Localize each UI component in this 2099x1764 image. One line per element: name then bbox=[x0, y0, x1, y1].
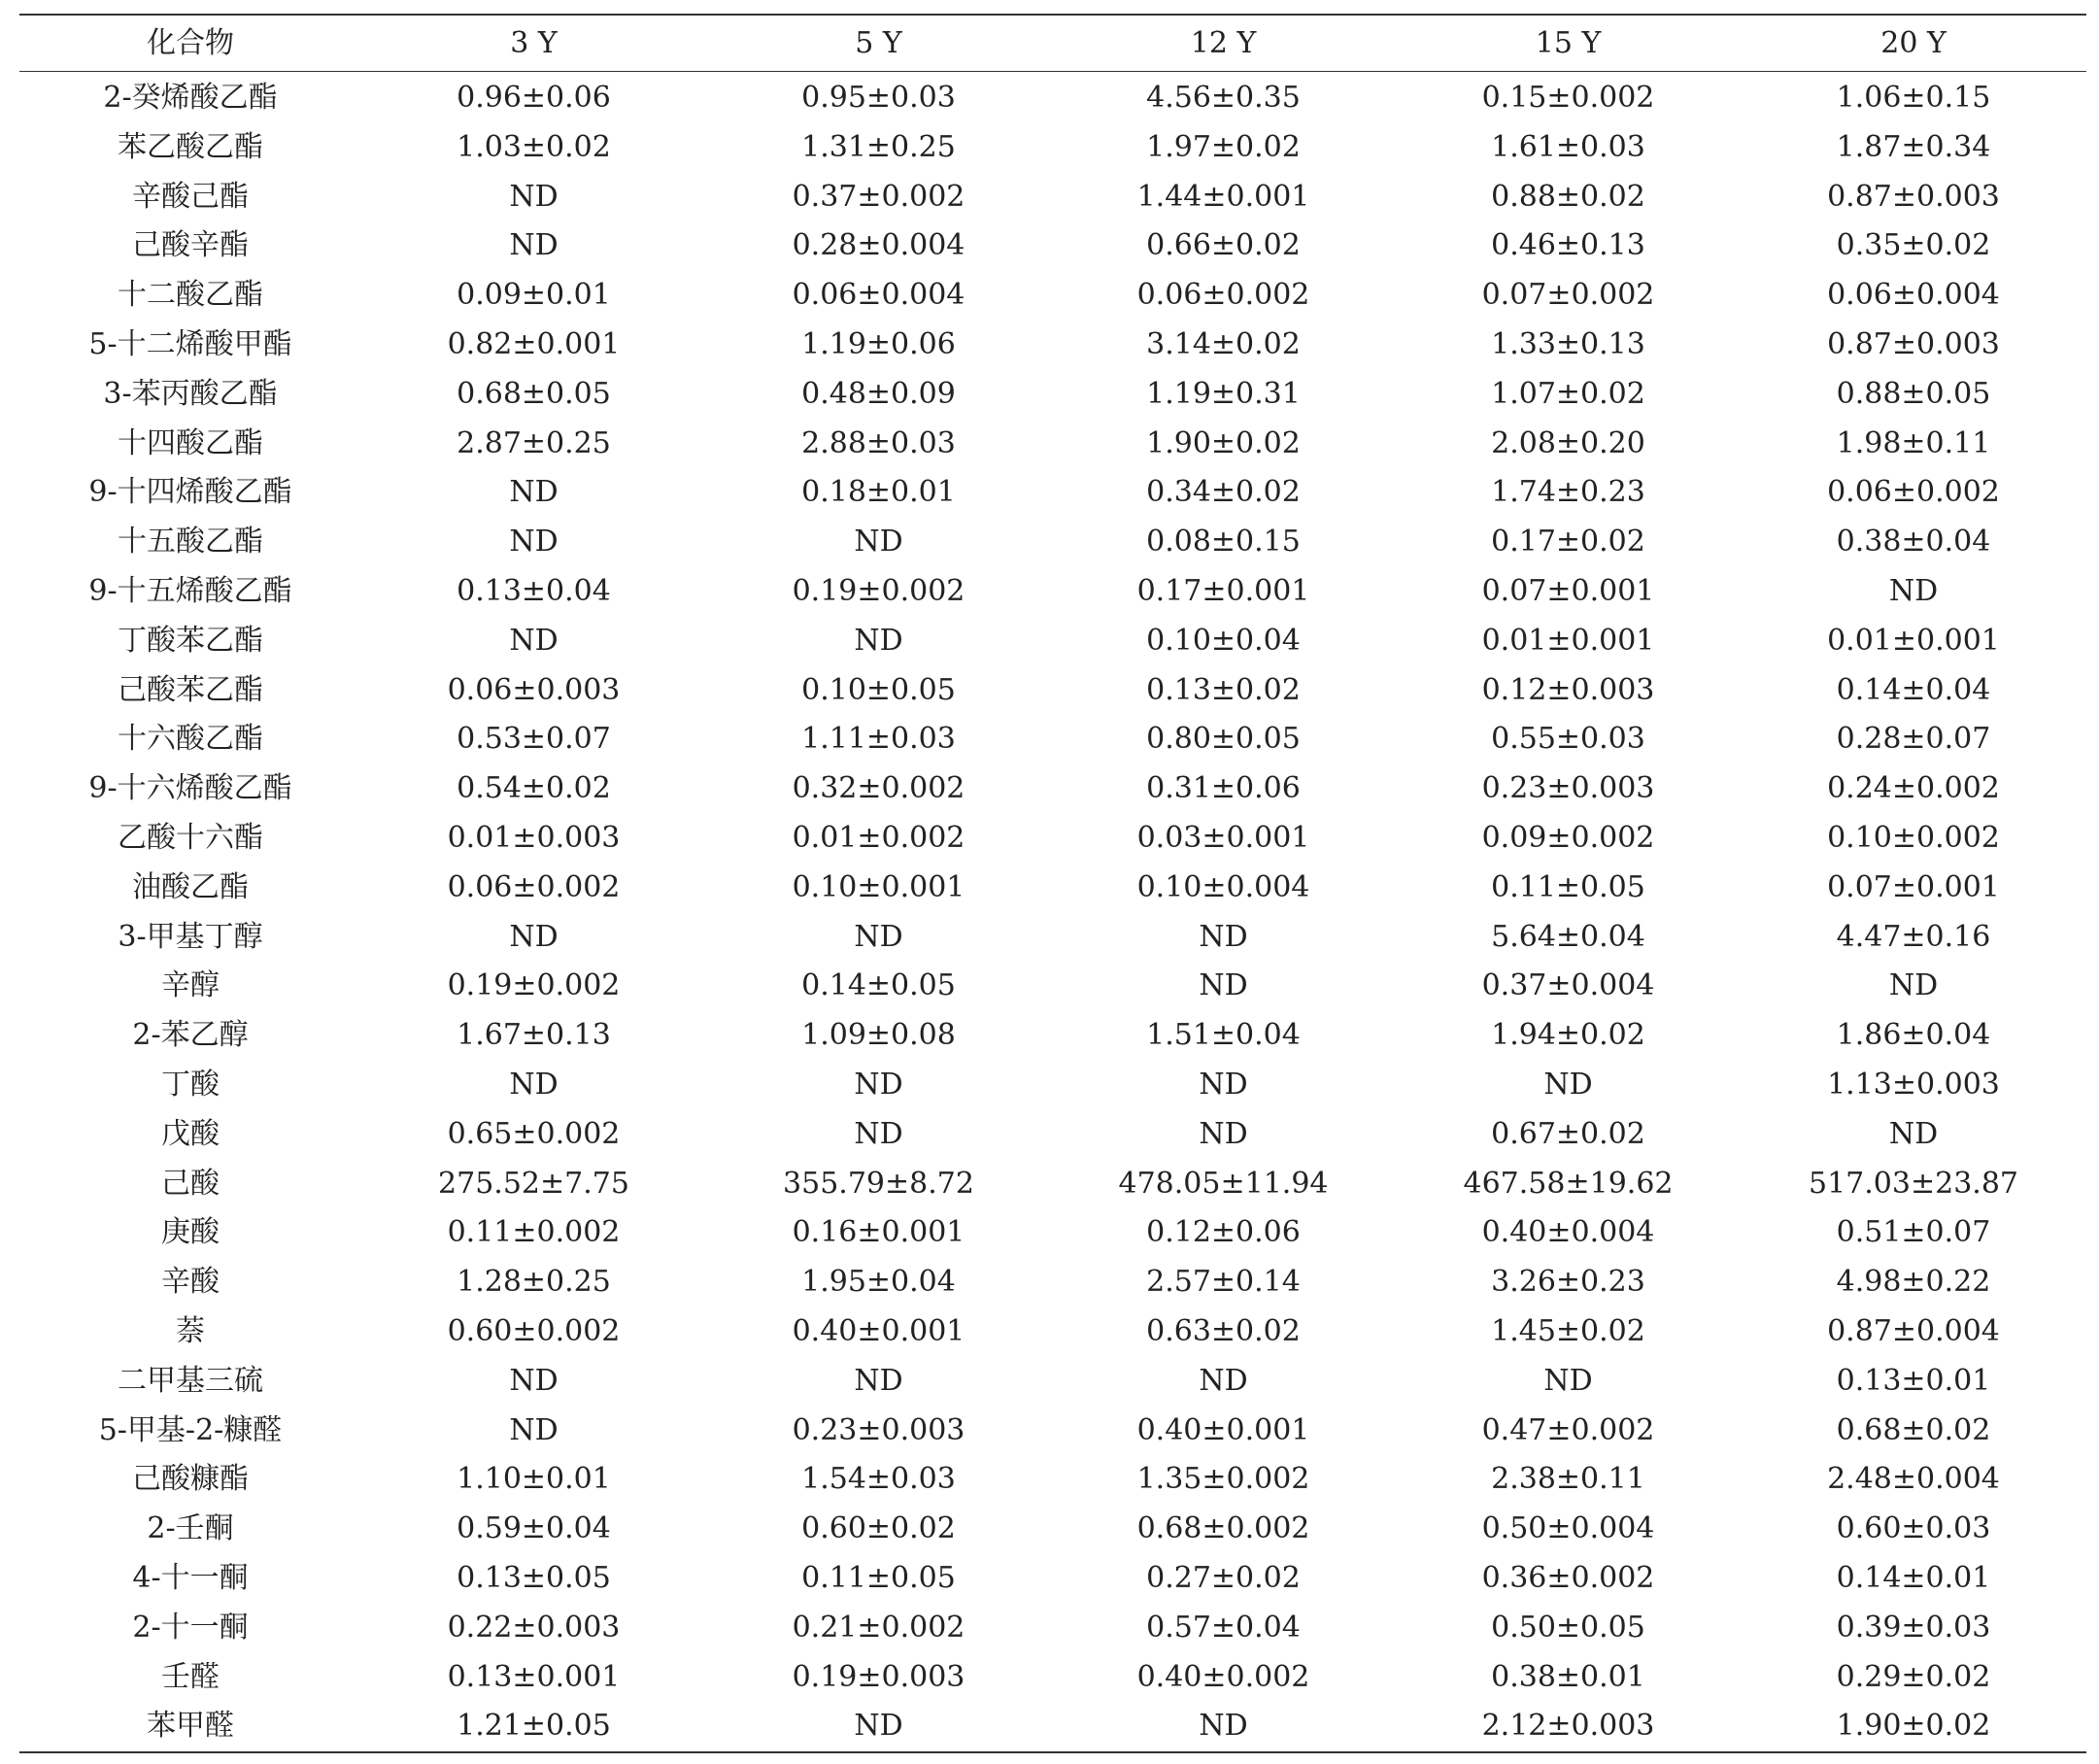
cell-12y: ND bbox=[1199, 1709, 1248, 1744]
cell-12y: 4.56±0.35 bbox=[1146, 81, 1301, 115]
cell-15y: 0.15±0.002 bbox=[1481, 81, 1655, 115]
compound-table bbox=[19, 14, 2086, 1753]
cell-compound: 辛酸己酯 bbox=[132, 179, 249, 214]
cell-12y: 3.14±0.02 bbox=[1146, 326, 1301, 361]
cell-15y: 1.94±0.02 bbox=[1491, 1018, 1645, 1053]
cell-compound: 苯乙酸乙酯 bbox=[118, 129, 263, 164]
cell-compound: 己酸辛酯 bbox=[132, 228, 249, 263]
cell-15y: 0.88±0.02 bbox=[1491, 179, 1645, 214]
cell-5y: 0.23±0.003 bbox=[792, 1412, 965, 1447]
cell-compound: 己酸苯乙酯 bbox=[118, 672, 263, 707]
cell-20y: 0.07±0.001 bbox=[1827, 869, 2000, 904]
cell-compound: 2-壬酮 bbox=[147, 1511, 234, 1546]
cell-3y: 0.11±0.002 bbox=[447, 1215, 621, 1250]
table-row bbox=[19, 1604, 2086, 1653]
cell-3y: 0.96±0.06 bbox=[457, 81, 611, 115]
cell-compound: 2-十一酮 bbox=[132, 1610, 249, 1645]
cell-20y: 0.88±0.05 bbox=[1836, 376, 1991, 411]
cell-12y: 1.35±0.002 bbox=[1136, 1462, 1310, 1497]
cell-15y: 0.50±0.05 bbox=[1491, 1610, 1645, 1645]
cell-compound: 苯甲醛 bbox=[147, 1709, 234, 1744]
cell-20y: 4.47±0.16 bbox=[1836, 919, 1991, 954]
cell-3y: 0.82±0.001 bbox=[447, 326, 621, 361]
table-row bbox=[19, 1455, 2086, 1505]
cell-5y: 0.19±0.002 bbox=[792, 573, 965, 608]
cell-15y: 0.23±0.003 bbox=[1481, 771, 1655, 806]
cell-20y: 1.90±0.02 bbox=[1836, 1709, 1991, 1744]
cell-5y: 0.28±0.004 bbox=[792, 228, 965, 263]
cell-12y: 0.34±0.02 bbox=[1146, 475, 1301, 510]
cell-15y: 1.07±0.02 bbox=[1491, 376, 1645, 411]
cell-15y: 0.38±0.01 bbox=[1491, 1659, 1645, 1694]
cell-12y: 0.06±0.002 bbox=[1136, 278, 1310, 313]
cell-20y: 0.29±0.02 bbox=[1836, 1659, 1991, 1694]
table-row bbox=[19, 1554, 2086, 1604]
header-5y: 5 Y bbox=[855, 26, 902, 60]
table-row bbox=[19, 617, 2086, 666]
cell-5y: 1.09±0.08 bbox=[801, 1018, 956, 1053]
cell-3y: 0.13±0.04 bbox=[457, 573, 611, 608]
cell-15y: 1.61±0.03 bbox=[1491, 129, 1645, 164]
cell-12y: 1.90±0.02 bbox=[1146, 425, 1301, 460]
cell-compound: 2-苯乙醇 bbox=[132, 1018, 249, 1053]
cell-20y: 0.39±0.03 bbox=[1836, 1610, 1991, 1645]
cell-15y: ND bbox=[1543, 1067, 1593, 1102]
cell-20y: 0.87±0.004 bbox=[1827, 1313, 2000, 1348]
cell-12y: 0.57±0.04 bbox=[1146, 1610, 1301, 1645]
cell-3y: ND bbox=[509, 1363, 559, 1398]
cell-15y: 0.55±0.03 bbox=[1491, 722, 1645, 757]
cell-3y: 0.68±0.05 bbox=[457, 376, 611, 411]
cell-15y: 2.08±0.20 bbox=[1491, 425, 1645, 460]
cell-5y: 0.95±0.03 bbox=[801, 81, 956, 115]
header-12y: 12 Y bbox=[1190, 26, 1257, 60]
cell-5y: 0.37±0.002 bbox=[792, 179, 965, 214]
table-row bbox=[19, 715, 2086, 764]
cell-20y: 4.98±0.22 bbox=[1836, 1265, 1991, 1300]
cell-12y: 0.68±0.002 bbox=[1136, 1511, 1310, 1546]
cell-3y: 1.10±0.01 bbox=[457, 1462, 611, 1497]
cell-5y: 0.19±0.003 bbox=[792, 1659, 965, 1694]
cell-5y: 0.06±0.004 bbox=[792, 278, 965, 313]
cell-12y: 0.12±0.06 bbox=[1146, 1215, 1301, 1250]
cell-12y: 0.03±0.001 bbox=[1136, 820, 1310, 855]
cell-5y: 0.14±0.05 bbox=[801, 968, 956, 1003]
table-row bbox=[19, 666, 2086, 716]
cell-5y: 0.18±0.01 bbox=[801, 475, 956, 510]
cell-20y: 1.87±0.34 bbox=[1836, 129, 1991, 164]
cell-20y: 0.06±0.004 bbox=[1827, 278, 2000, 313]
cell-20y: 1.86±0.04 bbox=[1836, 1018, 1991, 1053]
cell-12y: 478.05±11.94 bbox=[1118, 1166, 1329, 1201]
cell-compound: 戊酸 bbox=[161, 1116, 220, 1151]
cell-20y: 1.98±0.11 bbox=[1836, 425, 1991, 460]
cell-20y: 0.35±0.02 bbox=[1836, 228, 1991, 263]
cell-compound: 4-十一酮 bbox=[132, 1560, 249, 1595]
cell-20y: 2.48±0.004 bbox=[1827, 1462, 2000, 1497]
cell-3y: 2.87±0.25 bbox=[457, 425, 611, 460]
table-row bbox=[19, 1505, 2086, 1554]
cell-5y: ND bbox=[854, 919, 903, 954]
cell-15y: 0.11±0.05 bbox=[1491, 869, 1645, 904]
cell-compound: 9-十五烯酸乙酯 bbox=[88, 573, 292, 608]
cell-15y: 0.40±0.004 bbox=[1481, 1215, 1655, 1250]
table-row bbox=[19, 1258, 2086, 1307]
cell-5y: ND bbox=[854, 1116, 903, 1151]
cell-12y: ND bbox=[1199, 1363, 1248, 1398]
cell-15y: 0.50±0.004 bbox=[1481, 1511, 1655, 1546]
cell-20y: 0.68±0.02 bbox=[1836, 1412, 1991, 1447]
cell-5y: 1.11±0.03 bbox=[801, 722, 956, 757]
cell-5y: 0.10±0.05 bbox=[801, 672, 956, 707]
cell-compound: 十六酸乙酯 bbox=[118, 722, 263, 757]
cell-15y: 0.67±0.02 bbox=[1491, 1116, 1645, 1151]
cell-15y: 2.38±0.11 bbox=[1491, 1462, 1645, 1497]
table-row bbox=[19, 468, 2086, 518]
table-row bbox=[19, 221, 2086, 271]
table-row bbox=[19, 567, 2086, 617]
cell-3y: 0.01±0.003 bbox=[447, 820, 621, 855]
cell-3y: ND bbox=[509, 228, 559, 263]
table-row bbox=[19, 1407, 2086, 1456]
cell-5y: 2.88±0.03 bbox=[801, 425, 956, 460]
cell-5y: ND bbox=[854, 1067, 903, 1102]
cell-5y: 1.54±0.03 bbox=[801, 1462, 956, 1497]
cell-5y: 0.16±0.001 bbox=[792, 1215, 965, 1250]
cell-5y: 0.21±0.002 bbox=[792, 1610, 965, 1645]
table-row bbox=[19, 1357, 2086, 1407]
cell-compound: 9-十六烯酸乙酯 bbox=[88, 771, 292, 806]
cell-12y: 0.31±0.06 bbox=[1146, 771, 1301, 806]
cell-compound: 5-十二烯酸甲酯 bbox=[88, 326, 292, 361]
cell-20y: 0.28±0.07 bbox=[1836, 722, 1991, 757]
cell-5y: 1.95±0.04 bbox=[801, 1265, 956, 1300]
cell-3y: 1.21±0.05 bbox=[457, 1709, 611, 1744]
cell-15y: 0.46±0.13 bbox=[1491, 228, 1645, 263]
cell-5y: ND bbox=[854, 623, 903, 658]
cell-3y: ND bbox=[509, 179, 559, 214]
cell-compound: 己酸糠酯 bbox=[132, 1462, 249, 1497]
table-row bbox=[19, 814, 2086, 864]
cell-20y: 0.38±0.04 bbox=[1836, 525, 1991, 560]
cell-12y: 0.66±0.02 bbox=[1146, 228, 1301, 263]
cell-5y: ND bbox=[854, 525, 903, 560]
cell-20y: 0.60±0.03 bbox=[1836, 1511, 1991, 1546]
header-15y: 15 Y bbox=[1535, 26, 1602, 60]
cell-3y: 0.13±0.001 bbox=[447, 1659, 621, 1694]
cell-15y: 0.07±0.001 bbox=[1481, 573, 1655, 608]
cell-compound: 庚酸 bbox=[161, 1215, 220, 1250]
cell-20y: 0.51±0.07 bbox=[1836, 1215, 1991, 1250]
cell-15y: 1.74±0.23 bbox=[1491, 475, 1645, 510]
cell-3y: 0.60±0.002 bbox=[447, 1313, 621, 1348]
cell-5y: 0.48±0.09 bbox=[801, 376, 956, 411]
cell-20y: 0.24±0.002 bbox=[1827, 771, 2000, 806]
table-row bbox=[19, 1307, 2086, 1357]
cell-15y: 3.26±0.23 bbox=[1491, 1265, 1645, 1300]
cell-3y: 1.03±0.02 bbox=[457, 129, 611, 164]
cell-5y: 1.31±0.25 bbox=[801, 129, 956, 164]
cell-12y: 1.44±0.001 bbox=[1136, 179, 1310, 214]
cell-3y: 0.06±0.002 bbox=[447, 869, 621, 904]
cell-15y: 0.07±0.002 bbox=[1481, 278, 1655, 313]
cell-5y: 0.01±0.002 bbox=[792, 820, 965, 855]
table-row bbox=[19, 913, 2086, 963]
cell-12y: 0.08±0.15 bbox=[1146, 525, 1301, 560]
table-row bbox=[19, 764, 2086, 814]
cell-5y: 0.60±0.02 bbox=[801, 1511, 956, 1546]
table-row bbox=[19, 1208, 2086, 1258]
cell-15y: 0.09±0.002 bbox=[1481, 820, 1655, 855]
cell-3y: 1.67±0.13 bbox=[457, 1018, 611, 1053]
cell-3y: 0.19±0.002 bbox=[447, 968, 621, 1003]
cell-3y: ND bbox=[509, 1067, 559, 1102]
cell-compound: 辛酸 bbox=[161, 1265, 220, 1300]
cell-12y: 0.17±0.001 bbox=[1136, 573, 1310, 608]
cell-12y: 0.10±0.004 bbox=[1136, 869, 1310, 904]
table-row bbox=[19, 173, 2086, 222]
cell-20y: 1.06±0.15 bbox=[1836, 81, 1991, 115]
table-row bbox=[19, 1061, 2086, 1110]
cell-20y: 517.03±23.87 bbox=[1809, 1166, 2018, 1201]
table-row bbox=[19, 1011, 2086, 1061]
cell-3y: 0.65±0.002 bbox=[447, 1116, 621, 1151]
cell-15y: 467.58±19.62 bbox=[1463, 1166, 1674, 1201]
cell-compound: 油酸乙酯 bbox=[132, 869, 249, 904]
cell-compound: 5-甲基-2-糠醛 bbox=[98, 1412, 283, 1447]
cell-compound: 2-癸烯酸乙酯 bbox=[103, 81, 278, 115]
cell-20y: ND bbox=[1888, 968, 1939, 1003]
cell-compound: 萘 bbox=[176, 1313, 205, 1348]
cell-compound: 十四酸乙酯 bbox=[118, 425, 263, 460]
cell-compound: 丁酸苯乙酯 bbox=[118, 623, 263, 658]
cell-15y: 1.33±0.13 bbox=[1491, 326, 1645, 361]
cell-15y: 0.12±0.003 bbox=[1481, 672, 1655, 707]
cell-compound: 3-甲基丁醇 bbox=[118, 919, 263, 954]
cell-3y: 0.59±0.04 bbox=[457, 1511, 611, 1546]
table-row bbox=[19, 1160, 2086, 1209]
cell-15y: 0.01±0.001 bbox=[1481, 623, 1655, 658]
cell-20y: 0.14±0.04 bbox=[1836, 672, 1991, 707]
cell-12y: ND bbox=[1199, 919, 1248, 954]
cell-20y: 0.14±0.01 bbox=[1836, 1560, 1991, 1595]
cell-5y: 0.11±0.05 bbox=[801, 1560, 956, 1595]
cell-compound: 辛醇 bbox=[161, 968, 220, 1003]
cell-12y: 0.80±0.05 bbox=[1146, 722, 1301, 757]
table-row bbox=[19, 518, 2086, 567]
cell-12y: 0.27±0.02 bbox=[1146, 1560, 1301, 1595]
cell-12y: 0.63±0.02 bbox=[1146, 1313, 1301, 1348]
cell-3y: 0.54±0.02 bbox=[457, 771, 611, 806]
table-row bbox=[19, 271, 2086, 321]
cell-5y: 0.40±0.001 bbox=[792, 1313, 965, 1348]
cell-3y: 0.09±0.01 bbox=[457, 278, 611, 313]
cell-compound: 十二酸乙酯 bbox=[118, 278, 263, 313]
table-row bbox=[19, 1110, 2086, 1160]
table-row bbox=[19, 420, 2086, 469]
cell-12y: 0.10±0.04 bbox=[1146, 623, 1301, 658]
cell-5y: 0.10±0.001 bbox=[792, 869, 965, 904]
cell-3y: 0.53±0.07 bbox=[457, 722, 611, 757]
cell-20y: ND bbox=[1888, 573, 1939, 608]
compound-table-container bbox=[19, 14, 2086, 1753]
cell-12y: 0.13±0.02 bbox=[1146, 672, 1301, 707]
cell-15y: 5.64±0.04 bbox=[1491, 919, 1645, 954]
cell-3y: ND bbox=[509, 525, 559, 560]
cell-12y: ND bbox=[1199, 1067, 1248, 1102]
cell-3y: ND bbox=[509, 623, 559, 658]
cell-compound: 壬醛 bbox=[161, 1659, 220, 1694]
cell-5y: ND bbox=[854, 1363, 903, 1398]
cell-12y: 1.19±0.31 bbox=[1146, 376, 1301, 411]
header-20y: 20 Y bbox=[1880, 26, 1947, 60]
cell-12y: 1.97±0.02 bbox=[1146, 129, 1301, 164]
header-3y: 3 Y bbox=[510, 26, 558, 60]
cell-20y: 0.13±0.01 bbox=[1836, 1363, 1991, 1398]
cell-5y: ND bbox=[854, 1709, 903, 1744]
cell-3y: ND bbox=[509, 475, 559, 510]
cell-12y: 2.57±0.14 bbox=[1146, 1265, 1301, 1300]
cell-5y: 355.79±8.72 bbox=[783, 1166, 974, 1201]
cell-3y: 0.06±0.003 bbox=[447, 672, 621, 707]
cell-5y: 0.32±0.002 bbox=[792, 771, 965, 806]
table-row bbox=[19, 1653, 2086, 1703]
cell-compound: 十五酸乙酯 bbox=[118, 525, 263, 560]
cell-20y: 0.87±0.003 bbox=[1827, 179, 2000, 214]
table-row bbox=[19, 72, 2086, 123]
cell-12y: ND bbox=[1199, 1116, 1248, 1151]
cell-compound: 己酸 bbox=[161, 1166, 220, 1201]
cell-compound: 二甲基三硫 bbox=[118, 1363, 263, 1398]
table-row bbox=[19, 864, 2086, 913]
header-compound: 化合物 bbox=[147, 26, 234, 60]
cell-12y: 1.51±0.04 bbox=[1146, 1018, 1301, 1053]
cell-20y: 0.10±0.002 bbox=[1827, 820, 2000, 855]
table-row bbox=[19, 321, 2086, 370]
cell-15y: 0.37±0.004 bbox=[1481, 968, 1655, 1003]
table-row bbox=[19, 1702, 2086, 1752]
cell-15y: 2.12±0.003 bbox=[1481, 1709, 1655, 1744]
cell-12y: ND bbox=[1199, 968, 1248, 1003]
cell-3y: 0.13±0.05 bbox=[457, 1560, 611, 1595]
cell-15y: 1.45±0.02 bbox=[1491, 1313, 1645, 1348]
cell-3y: 0.22±0.003 bbox=[447, 1610, 621, 1645]
cell-3y: 275.52±7.75 bbox=[438, 1166, 629, 1201]
cell-3y: 1.28±0.25 bbox=[457, 1265, 611, 1300]
cell-15y: 0.36±0.002 bbox=[1481, 1560, 1655, 1595]
table-row bbox=[19, 370, 2086, 420]
cell-3y: ND bbox=[509, 919, 559, 954]
cell-15y: ND bbox=[1543, 1363, 1593, 1398]
cell-compound: 9-十四烯酸乙酯 bbox=[88, 475, 292, 510]
table-row bbox=[19, 962, 2086, 1011]
cell-20y: 1.13±0.003 bbox=[1827, 1067, 2000, 1102]
cell-3y: ND bbox=[509, 1412, 559, 1447]
cell-20y: ND bbox=[1888, 1116, 1939, 1151]
cell-20y: 0.01±0.001 bbox=[1827, 623, 2000, 658]
cell-15y: 0.47±0.002 bbox=[1481, 1412, 1655, 1447]
cell-12y: 0.40±0.001 bbox=[1136, 1412, 1310, 1447]
table-row bbox=[19, 123, 2086, 173]
table-body bbox=[19, 72, 2086, 1753]
cell-12y: 0.40±0.002 bbox=[1136, 1659, 1310, 1694]
cell-compound: 丁酸 bbox=[161, 1067, 220, 1102]
cell-15y: 0.17±0.02 bbox=[1491, 525, 1645, 560]
cell-5y: 1.19±0.06 bbox=[801, 326, 956, 361]
cell-compound: 乙酸十六酯 bbox=[118, 820, 263, 855]
cell-20y: 0.87±0.003 bbox=[1827, 326, 2000, 361]
cell-20y: 0.06±0.002 bbox=[1827, 475, 2000, 510]
cell-compound: 3-苯丙酸乙酯 bbox=[103, 376, 278, 411]
table-header-row bbox=[19, 15, 2086, 72]
